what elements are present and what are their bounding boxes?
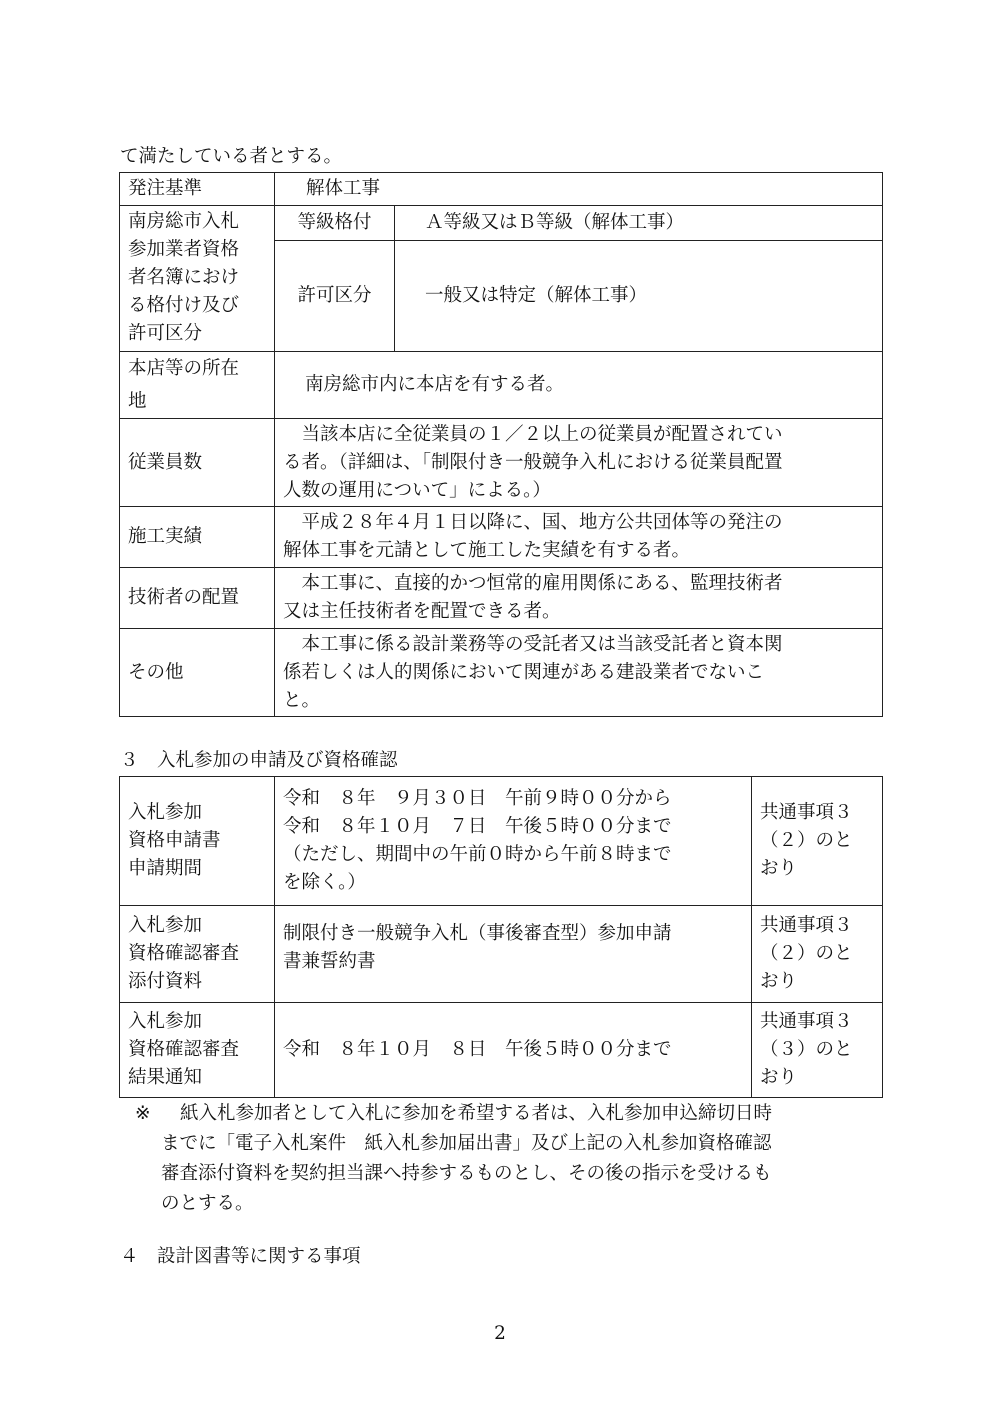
grade-label: 等級格付 xyxy=(275,206,395,241)
ordering-value: 解体工事 xyxy=(275,173,883,206)
engineer-value: 本工事に、直接的かつ恒常的雇用関係にある、監理技術者 又は主任技術者を配置できる者。 xyxy=(275,568,883,629)
note-line: までに「電子入札案件 紙入札参加届出書」及び上記の入札参加資格確認 xyxy=(161,1133,772,1154)
other-label: その他 xyxy=(120,629,275,717)
attachment-value: 制限付き一般競争入札（事後審査型）参加申請 書兼誓約書 xyxy=(275,906,752,1003)
result-notice-label: 入札参加 資格確認審査 結果通知 xyxy=(120,1003,275,1098)
carryover-text: て満たしている者とする。 xyxy=(120,146,343,167)
attachment-label: 入札参加 資格確認審査 添付資料 xyxy=(120,906,275,1003)
page-number: 2 xyxy=(494,1323,506,1344)
permit-label: 許可区分 xyxy=(275,241,395,352)
result-notice-value: 令和 ８年１０月 ８日 午後５時００分まで xyxy=(275,1003,752,1098)
office-label: 本店等の所在 地 xyxy=(120,352,275,419)
other-value: 本工事に係る設計業務等の受託者又は当該受託者と資本関 係若しくは人的関係において関連がある建設業者でないこ と。 xyxy=(275,629,883,717)
registry-label: 南房総市入札 参加業者資格 者名簿におけ る格付け及び 許可区分 xyxy=(120,206,275,352)
permit-value: 一般又は特定（解体工事） xyxy=(395,241,883,352)
engineer-label: 技術者の配置 xyxy=(120,568,275,629)
grade-value: Ａ等級又はＢ等級（解体工事） xyxy=(395,206,883,241)
section-4-heading: ４ 設計図書等に関する事項 xyxy=(120,1246,361,1267)
section-3-heading: ３ 入札参加の申請及び資格確認 xyxy=(120,750,398,771)
note-line: 紙入札参加者として入札に参加を希望する者は、入札参加申込締切日時 xyxy=(180,1103,773,1124)
record-value: 平成２８年４月１日以降に、国、地方公共団体等の発注の 解体工事を元請として施工した実績を有する者。 xyxy=(275,507,883,568)
application-period-label: 入札参加 資格申請書 申請期間 xyxy=(120,777,275,906)
application-table xyxy=(119,776,883,1098)
note-mark: ※ xyxy=(135,1103,151,1124)
note-line: のとする。 xyxy=(161,1193,254,1214)
staff-label: 従業員数 xyxy=(120,419,275,507)
office-value: 南房総市内に本店を有する者。 xyxy=(275,352,883,419)
application-period-note: 共通事項３ （２）のと おり xyxy=(752,777,883,906)
table-row xyxy=(120,777,883,906)
table-row xyxy=(120,906,883,1003)
staff-value: 当該本店に全従業員の１／２以上の従業員が配置されてい る者。（詳細は、「制限付き一般競争入札における従業員配置 人数の運用について」による。） xyxy=(275,419,883,507)
application-period-value: 令和 ８年 ９月３０日 午前９時００分から 令和 ８年１０月 ７日 午後５時００分まで （ただし、期間中の午前０時から午前８時まで を除く。） xyxy=(275,777,752,906)
record-label: 施工実績 xyxy=(120,507,275,568)
requirements-table xyxy=(119,172,883,717)
attachment-note: 共通事項３ （２）のと おり xyxy=(752,906,883,1003)
note-line: 審査添付資料を契約担当課へ持参するものとし、その後の指示を受けるも xyxy=(161,1163,772,1184)
ordering-label: 発注基準 xyxy=(120,173,275,206)
table-row xyxy=(120,1003,883,1098)
result-notice-note: 共通事項３ （３）のと おり xyxy=(752,1003,883,1098)
